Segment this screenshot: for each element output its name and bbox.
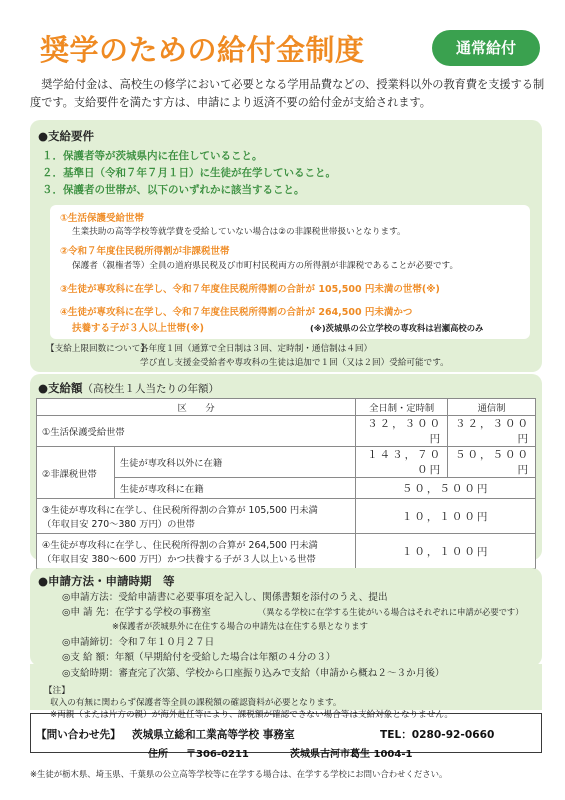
table-row (37, 447, 536, 478)
application-destination: ◎申 請 先：在学する学校の事務室 (62, 607, 211, 618)
category-badge: 通常給付 (432, 30, 540, 66)
option-1-text: 生業扶助の高等学校等就学費を受給していない場合は②の非課税世帯扱いとなります。 (72, 227, 406, 237)
option-3-title: ③生徒が専攻科に在学し、令和７年度住民税所得割の合計が 105,500 円未満の世帯(※) (60, 284, 440, 295)
application-outside-note: ※保護者が茨城県外に在住する場合の申請先は在住する県となります (112, 621, 368, 631)
limit-label: 【支給上限回数について】 (46, 344, 149, 354)
option-4-title-cont: 扶養する子が３人以上世帯(※) (72, 323, 204, 334)
amount-heading-main: ●支給額 (38, 381, 83, 395)
table-row (37, 534, 536, 569)
contact-zip: 〒306-0211 (186, 749, 249, 760)
option-1-title: ①生活保護受給世帯 (60, 213, 145, 224)
col-correspondence: 通信制 (448, 399, 536, 416)
iwase-footnote: (※)茨城県の公立学校の専攻科は岩瀬高校のみ (310, 323, 484, 333)
amount-both: ５０，５００円 (356, 478, 536, 499)
contact-addr-label: 住所 (148, 749, 168, 760)
requirement-2: ２．基準日（令和７年７月１日）に生徒が在学していること。 (42, 167, 336, 179)
eligibility-heading: ●支給要件 (38, 129, 95, 143)
col-category: 区 分 (37, 399, 356, 416)
option-4-title: ④生徒が専攻科に在学し、令和７年度住民税所得割の合計が 264,500 円未満かつ (60, 307, 413, 318)
footer-note: ※生徒が栃木県、埼玉県、千葉県の公立高等学校等に在学する場合は、在学する学校にお問い合わせください。 (30, 769, 448, 779)
limit-line-1: 各年度１回（通算で全日制は３回、定時制・通信制は４回） (140, 344, 373, 354)
page-title: 奨学のための給付金制度 (40, 33, 365, 67)
option-2-text: 保護者（親権者等）全員の道府県民税及び市町村民税両方の所得割が非課税であることが必要です。 (72, 261, 459, 271)
amount-heading-sub: （高校生１人当たりの年額） (82, 383, 220, 395)
limit-line-2: 学び直し支援金受給者や専攻科の生徒は追加で１回（又は２回）受給可能です。 (140, 358, 449, 368)
note-line-1: 収入の有無に関わらず保護者等全員の課税額の確認資料が必要となります。 (50, 698, 342, 708)
requirement-1: １．保護者等が茨城県内に在住していること。 (42, 150, 263, 162)
amount-both: １０，１００円 (356, 499, 536, 534)
contact-label: 【問い合わせ先】 (36, 729, 121, 741)
amount-heading (38, 380, 219, 396)
col-fulltime: 全日制・定時制 (356, 399, 448, 416)
amount-correspondence: ３２，３００円 (448, 416, 536, 447)
application-deadline: ◎申請締切：令和７年１０月２７日 (62, 637, 215, 648)
amount-fulltime: ３２，３００円 (356, 416, 448, 447)
row-label-line-2: （年収目安 270～380 万円）の世帯 (42, 519, 195, 530)
application-method: ◎申請方法：受給申請書に必要事項を記入し、関係書類を添付のうえ、提出 (62, 592, 388, 603)
application-destination-note: （異なる学校に在学する生徒がいる場合はそれぞれに申請が必要です） (258, 607, 524, 617)
row-label-line-1: ③生徒が専攻科に在学し、住民税所得割の合算が 105,500 円未満 (42, 505, 318, 516)
row-label (37, 534, 356, 569)
table-row (37, 499, 536, 534)
row-label (37, 499, 356, 534)
application-amount: ◎支 給 額：年額（早期給付を受給した場合は年額の４分の３） (62, 652, 336, 663)
amount-both: １０，１００円 (356, 534, 536, 569)
contact-tel: TEL：0280-92-0660 (380, 729, 495, 741)
contact-address: 茨城県古河市葛生 1004-1 (290, 749, 413, 760)
notes-label: 【注】 (44, 686, 70, 696)
contact-org: 茨城県立総和工業高等学校 事務室 (132, 729, 295, 741)
note-line-2: ※両親（または片方の親）が海外赴任等により、課税額が確認できない場合等は支給対象となりません。 (50, 710, 454, 720)
application-heading: ●申請方法・申請時期 等 (38, 574, 175, 588)
row-label: ①生活保護受給世帯 (37, 416, 356, 447)
amount-correspondence: ５０，５００円 (448, 447, 536, 478)
row-group-label: ②非課税世帯 (37, 447, 115, 499)
row-label: 生徒が専攻科以外に在籍 (114, 447, 355, 478)
intro-paragraph: 奨学給付金は、高校生の修学において必要となる学用品費などの、授業料以外の教育費を支援する制度です。支給要件を満たす方は、申請により返済不要の給付金が支給されます。 (30, 78, 545, 109)
option-2-title: ②令和７年度住民税所得割が非課税世帯 (60, 246, 230, 257)
amount-table (36, 398, 536, 569)
table-header-row (37, 399, 536, 416)
row-label-line-2: （年収目安 380～600 万円）かつ扶養する子が３人以上いる世帯 (42, 554, 316, 565)
row-label: 生徒が専攻科に在籍 (114, 478, 355, 499)
row-label-line-1: ④生徒が専攻科に在学し、住民税所得割の合算が 264,500 円未満 (42, 540, 318, 551)
requirement-3: ３．保護者の世帯が、以下のいずれかに該当すること。 (42, 184, 305, 196)
application-timing: ◎支給時期：審査完了次第、学校から口座振り込みで支給（申請から概ね２～３か月後） (62, 668, 445, 679)
amount-fulltime: １４３，７００円 (356, 447, 448, 478)
table-row (37, 416, 536, 447)
